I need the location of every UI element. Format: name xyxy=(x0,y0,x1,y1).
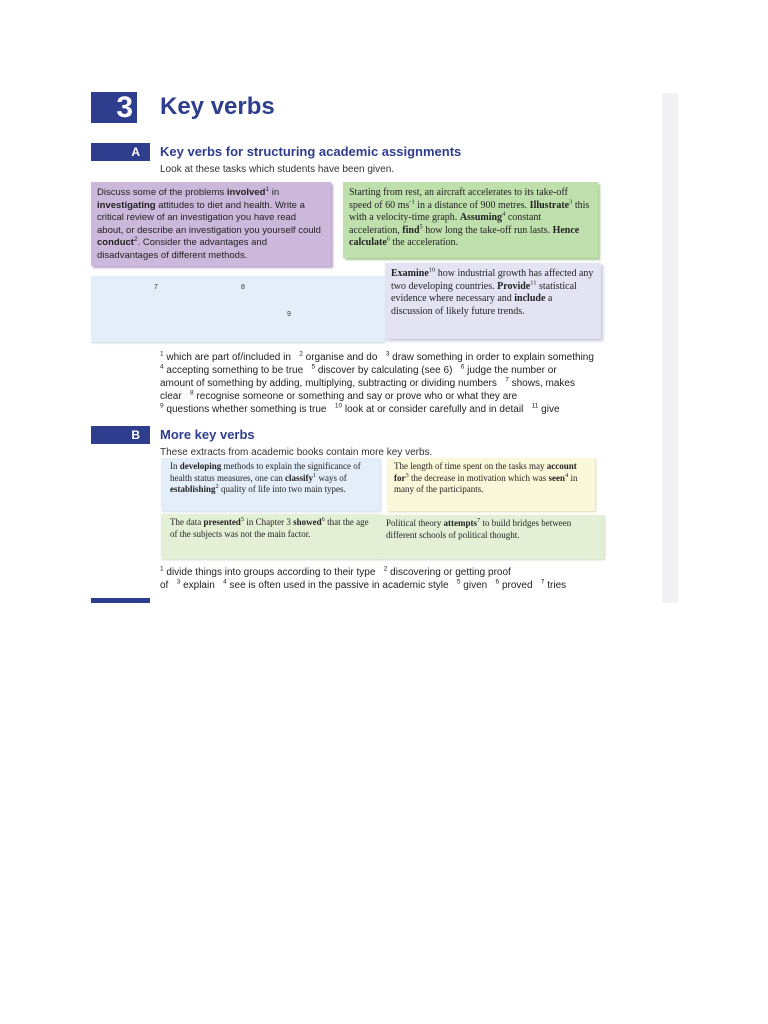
unit-number: 3 xyxy=(91,92,137,123)
section-b-title: More key verbs xyxy=(160,427,255,442)
glossary-a-line-2: $^4$ accepting something to be true $^5$ discover by calculating (see 6) $^6$ judge the number or xyxy=(160,363,557,376)
task-box-industrial-growth: Examine$^{10}$ how industrial growth has affected any two developing countries. Provide$^{11}$ statistical evidence where necessary and include a discussion of likely future trends. xyxy=(385,263,601,339)
glossary-a-line-3: amount of something by adding, multiplying, subtracting or dividing numbers $^7$ shows, makes xyxy=(160,376,575,389)
section-b-badge: B xyxy=(91,426,150,444)
section-b-intro: These extracts from academic books contain more key verbs. xyxy=(160,447,433,458)
section-c-badge-cropped xyxy=(91,598,150,603)
section-a-badge: A xyxy=(91,143,150,161)
extract-box-motivation: The length of time spent on the tasks may account for$^3$ the decrease in motivation which was seen$^4$ in many of the participants. xyxy=(387,458,595,511)
task-box-faded: 7 8 9 xyxy=(91,276,385,342)
section-a-title: Key verbs for structuring academic assignments xyxy=(160,144,462,159)
glossary-b-line-2: of $^3$ explain $^4$ see is often used in the passive in academic style $^5$ given $^6$ proved $^7$ tries xyxy=(160,578,567,591)
glossary-a-line-5: $^9$ questions whether something is true $^{10}$ look at or consider carefully and in detail $^{11}$ give xyxy=(160,402,560,415)
glossary-b-line-1: $^1$ divide things into groups according to their type $^2$ discovering or getting proof xyxy=(160,565,511,578)
section-a-intro: Look at these tasks which students have been given. xyxy=(160,164,395,175)
extract-box-health-status: In developing methods to explain the significance of health status measures, one can classify$^1$ ways of establishing$^2$ quality of life into two main types. xyxy=(161,458,380,511)
task-box-aircraft: Starting from rest, an aircraft accelerates to its take-off speed of 60 $ms^{-1}$ in a distance of 900 metres. Illustrate$^3$ this with a velocity-time graph. Assuming$^4$ constant acceleration, find$^5$ how long the take-off run lasts. Hence calculate$^6$ the acceleration. xyxy=(343,182,598,258)
glossary-a-line-4: clear $^8$ recognise someone or something and say or prove who or what they are xyxy=(160,389,518,402)
extract-box-political-theory: Political theory attempts$^7$ to build bridges between different schools of political thought. xyxy=(379,515,604,559)
extract-box-chapter-data: The data presented$^5$ in Chapter 3 showed$^6$ that the age of the subjects was not the main factor. xyxy=(161,514,380,559)
glossary-a-line-1: $^1$ which are part of/included in $^2$ organise and do $^3$ draw something in order to explain something xyxy=(160,350,594,363)
scrollbar-track[interactable] xyxy=(662,93,678,603)
task-box-diet-health: Discuss some of the problems involved$^1$ in investigating attitudes to diet and health. Write a critical review of an investigation you have read about, or describe an investigation you yourself could conduct$^2$. Consider the advantages and disadvantages of different methods. xyxy=(91,182,331,266)
unit-title: Key verbs xyxy=(160,93,275,120)
